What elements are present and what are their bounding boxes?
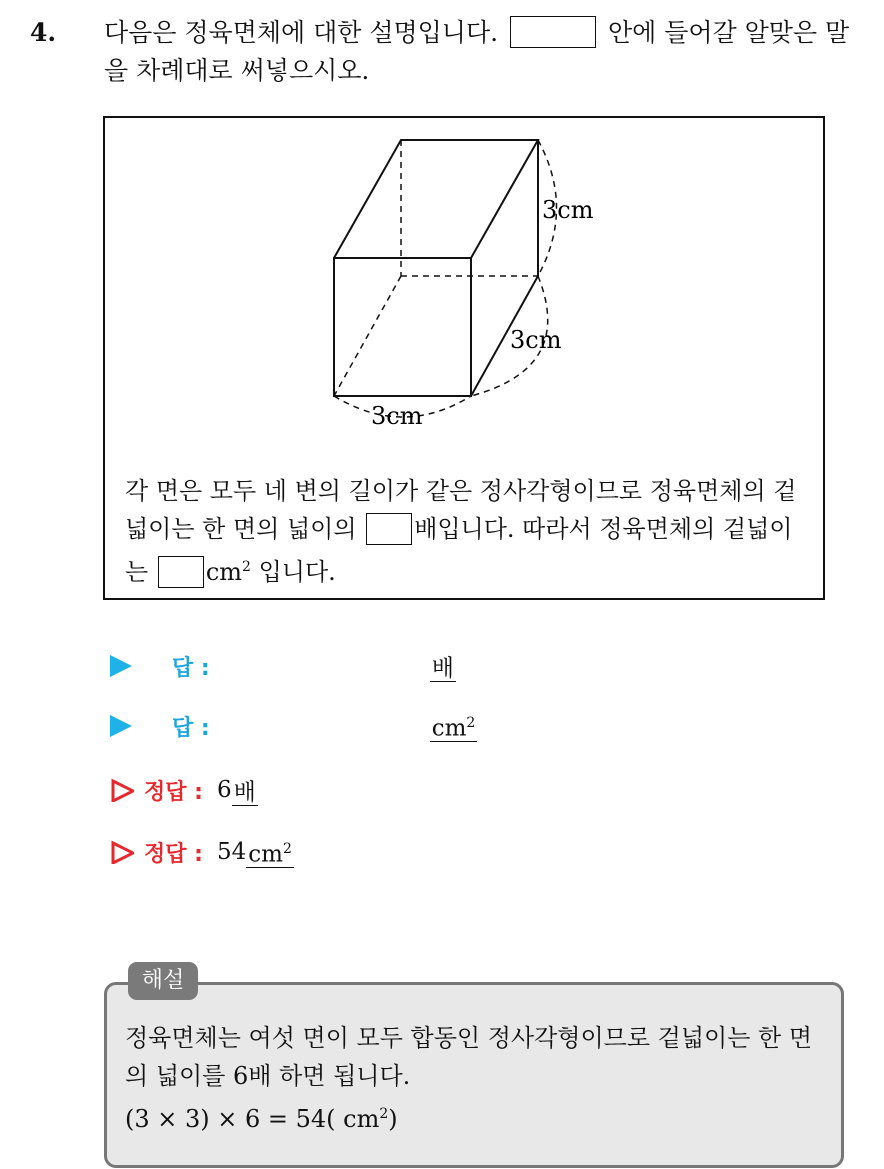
solution-text xyxy=(125,1019,825,1138)
blank-box-symbol xyxy=(510,16,596,48)
question-number: 4. xyxy=(30,18,57,47)
answer-label-2: 답 : xyxy=(172,715,210,741)
correct-label-1: 정답 : xyxy=(144,779,203,805)
question-text-after: 안에 들어갈 알맞은 말을 차례대로 써넣으시오. xyxy=(104,18,850,85)
answer-unit-1[interactable]: 배 xyxy=(430,650,456,683)
question-text xyxy=(104,14,864,90)
solution-box xyxy=(104,982,844,1168)
correct-value-2: 54 xyxy=(216,839,247,865)
correct-value-1: 6 xyxy=(216,777,232,803)
triangle-filled-icon xyxy=(110,655,132,677)
problem-part1: 각 면은 모두 네 변의 길이가 같은 정사각형이므로 정육면체의 겉넓이는 한 면의 넓이의 xyxy=(125,477,797,543)
correct-unit-2: $cm^2$ xyxy=(246,836,294,869)
problem-part2: 배입니다. 따라서 정육면체의 겉넓이는 xyxy=(125,515,793,586)
cube-top-face xyxy=(334,140,538,258)
correct-row-1 xyxy=(110,770,258,810)
solution-tag: 해설 xyxy=(128,962,198,1000)
answer-row-1 xyxy=(110,646,456,686)
correct-label-2: 정답 : xyxy=(144,841,203,867)
label-depth: 3cm xyxy=(510,326,562,354)
answer-blank-1[interactable] xyxy=(366,513,412,545)
problem-text xyxy=(125,472,815,591)
answer-row-2 xyxy=(110,706,477,746)
cube-diagram xyxy=(105,118,825,458)
cube-right-face xyxy=(471,140,538,396)
question-text-before: 다음은 정육면체에 대한 설명입니다. xyxy=(104,18,499,47)
problem-box xyxy=(103,116,825,600)
answer-blank-2[interactable] xyxy=(158,556,204,588)
problem-unit: $cm^2$ xyxy=(205,558,251,586)
triangle-filled-icon xyxy=(110,715,132,737)
hidden-edge-depth xyxy=(334,276,401,396)
cube-front-face xyxy=(334,258,471,396)
correct-row-2 xyxy=(110,832,294,872)
solution-line-1: 정육면체는 여섯 면이 모두 합동인 정사각형이므로 겉넓이는 한 면의 넓이를 6배 하면 됩니다. xyxy=(125,1024,812,1090)
answer-label-1: 답 : xyxy=(172,655,210,681)
correct-unit-1: 배 xyxy=(232,774,258,807)
triangle-outline-icon xyxy=(110,778,134,802)
triangle-outline-icon xyxy=(110,840,134,864)
label-width: 3cm xyxy=(371,402,423,430)
solution-formula: (3 × 3) × 6 = 54( $cm^2$) xyxy=(125,1105,398,1133)
label-vertical: 3cm xyxy=(542,196,594,224)
answer-unit-2[interactable]: $cm^2$ xyxy=(430,710,478,743)
problem-part3: 입니다. xyxy=(250,558,336,586)
